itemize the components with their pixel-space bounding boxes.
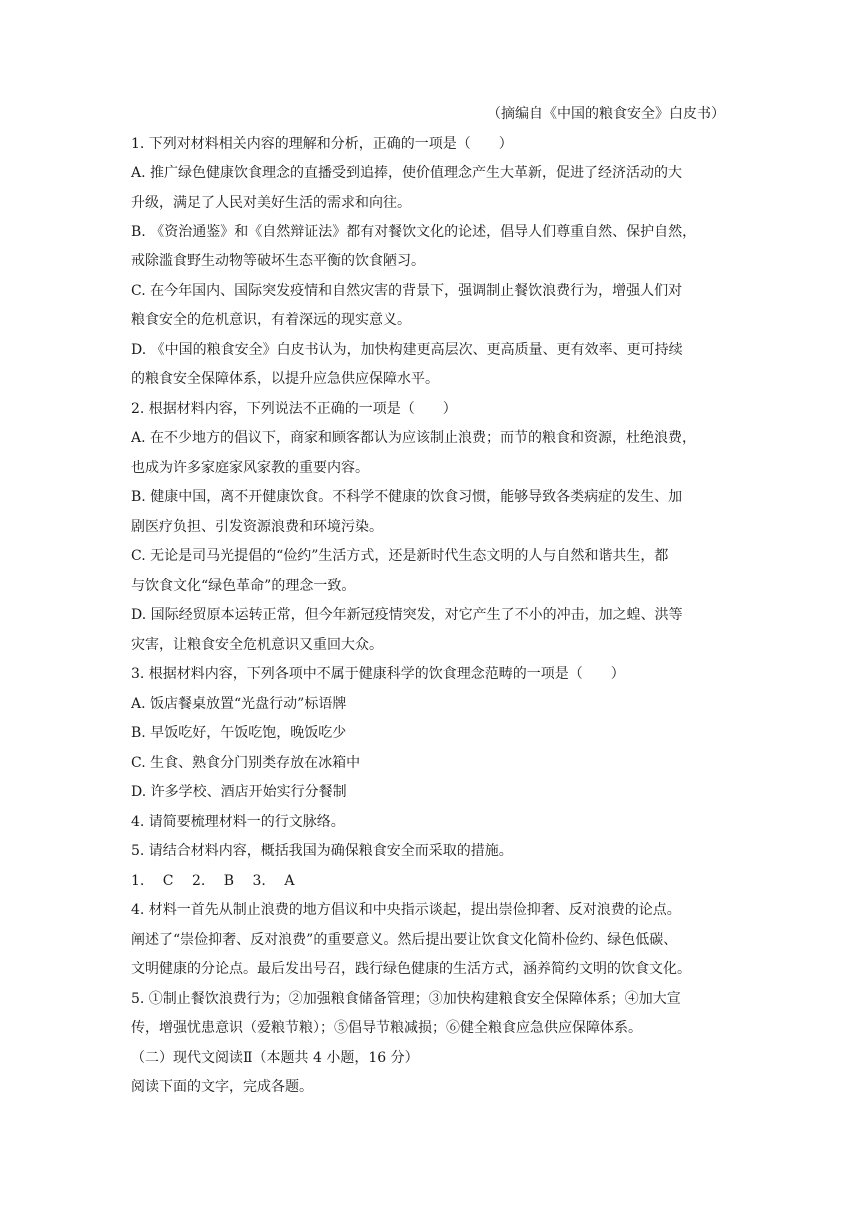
answer-4-line-1: 4. 材料一首先从制止浪费的地方倡议和中央指示谈起，提出崇俭抑奢、反对浪费的论点。 (131, 902, 681, 918)
answer-5-line-2: 传，增强忧患意识（爱粮节粮）；⑤倡导节粮减损；⑥健全粮食应急供应保障体系。 (131, 1020, 642, 1036)
q1-option-b-line-1: B. 《资治通鉴》和《自然辩证法》都有对餐饮文化的论述，倡导人们尊重自然、保护自然， (131, 224, 697, 240)
q1-option-d-line-1: D. 《中国的粮食安全》白皮书认为，加快构建更高层次、更高质量、更有效率、更可持续 (131, 342, 683, 358)
q1-option-d-line-2: 的粮食安全保障体系，以提升应急供应保障水平。 (131, 371, 439, 387)
question-5-stem: 5. 请结合材料内容，概括我国为确保粮食安全而采取的措施。 (131, 843, 513, 859)
q2-option-c-line-2: 与饮食文化“绿色革命”的理念一致。 (131, 578, 356, 594)
q3-option-b: B. 早饭吃好，午饭吃饱，晚饭吃少 (131, 725, 347, 741)
q1-option-a-line-1: A. 推广绿色健康饮食理念的直播受到追捧，使价值理念产生大革新，促进了经济活动的大 (131, 165, 683, 181)
q2-option-b-line-2: 剧医疗负担、引发资源浪费和环境污染。 (131, 519, 383, 535)
question-3-stem: 3. 根据材料内容，下列各项中不属于健康科学的饮食理念范畴的一项是（ ） (131, 666, 625, 682)
section-heading: （二）现代文阅读Ⅱ（本题共 4 小题，16 分） (131, 1050, 419, 1066)
q2-option-c-line-1: C. 无论是司马光提倡的“俭约”生活方式，还是新时代生态文明的人与自然和谐共生，都 (131, 548, 669, 564)
q2-option-a-line-1: A. 在不少地方的倡议下，商家和顾客都认为应该制止浪费；而节的粮食和资源，杜绝浪费， (131, 430, 697, 446)
q1-option-c-line-1: C. 在今年国内、国际突发疫情和自然灾害的背景下，强调制止餐饮浪费行为，增强人们对 (131, 283, 683, 299)
q1-option-b-line-2: 戒除滥食野生动物等破坏生态平衡的饮食陋习。 (131, 253, 425, 269)
section-instruction: 阅读下面的文字，完成各题。 (131, 1079, 313, 1095)
q2-option-d-line-2: 灾害，让粮食安全危机意识又重回大众。 (131, 637, 383, 653)
q3-option-d: D. 许多学校、酒店开始实行分餐制 (131, 784, 347, 800)
question-1-stem: 1. 下列对材料相关内容的理解和分析，正确的一项是（ ） (131, 136, 513, 152)
q2-option-d-line-1: D. 国际经贸原本运转正常，但今年新冠疫情突发，对它产生了不小的冲击，加之蝗、洪等 (131, 607, 683, 623)
q3-option-c: C. 生食、熟食分门别类存放在冰箱中 (131, 755, 361, 771)
q2-option-a-line-2: 也成为许多家庭家风家教的重要内容。 (131, 460, 369, 476)
answer-4-line-3: 文明健康的分论点。最后发出号召，践行绿色健康的生活方式，涵养简约文明的饮食文化。 (131, 961, 691, 977)
answer-4-line-2: 阐述了“崇俭抑奢、反对浪费”的重要意义。然后提出要让饮食文化简朴俭约、绿色低碳、 (131, 932, 678, 948)
q2-option-b-line-1: B. 健康中国，离不开健康饮食。不科学不健康的饮食习惯，能够导致各类病症的发生、加 (131, 489, 683, 505)
source-note: （摘编自《中国的粮食安全》白皮书） (487, 106, 725, 122)
q3-option-a: A. 饭店餐桌放置“光盘行动”标语牌 (131, 696, 347, 712)
question-4-stem: 4. 请简要梳理材料一的行文脉络。 (131, 814, 345, 830)
q1-option-c-line-2: 粮食安全的危机意识，有着深远的现实意义。 (131, 312, 411, 328)
answers-1-3: 1. C 2. B 3. A (131, 873, 295, 889)
q1-option-a-line-2: 升级，满足了人民对美好生活的需求和向往。 (131, 195, 411, 211)
question-2-stem: 2. 根据材料内容，下列说法不正确的一项是（ ） (131, 401, 457, 417)
answer-5-line-1: 5. ①制止餐饮浪费行为；②加强粮食储备管理；③加快构建粮食安全保障体系；④加大宣 (131, 991, 681, 1007)
